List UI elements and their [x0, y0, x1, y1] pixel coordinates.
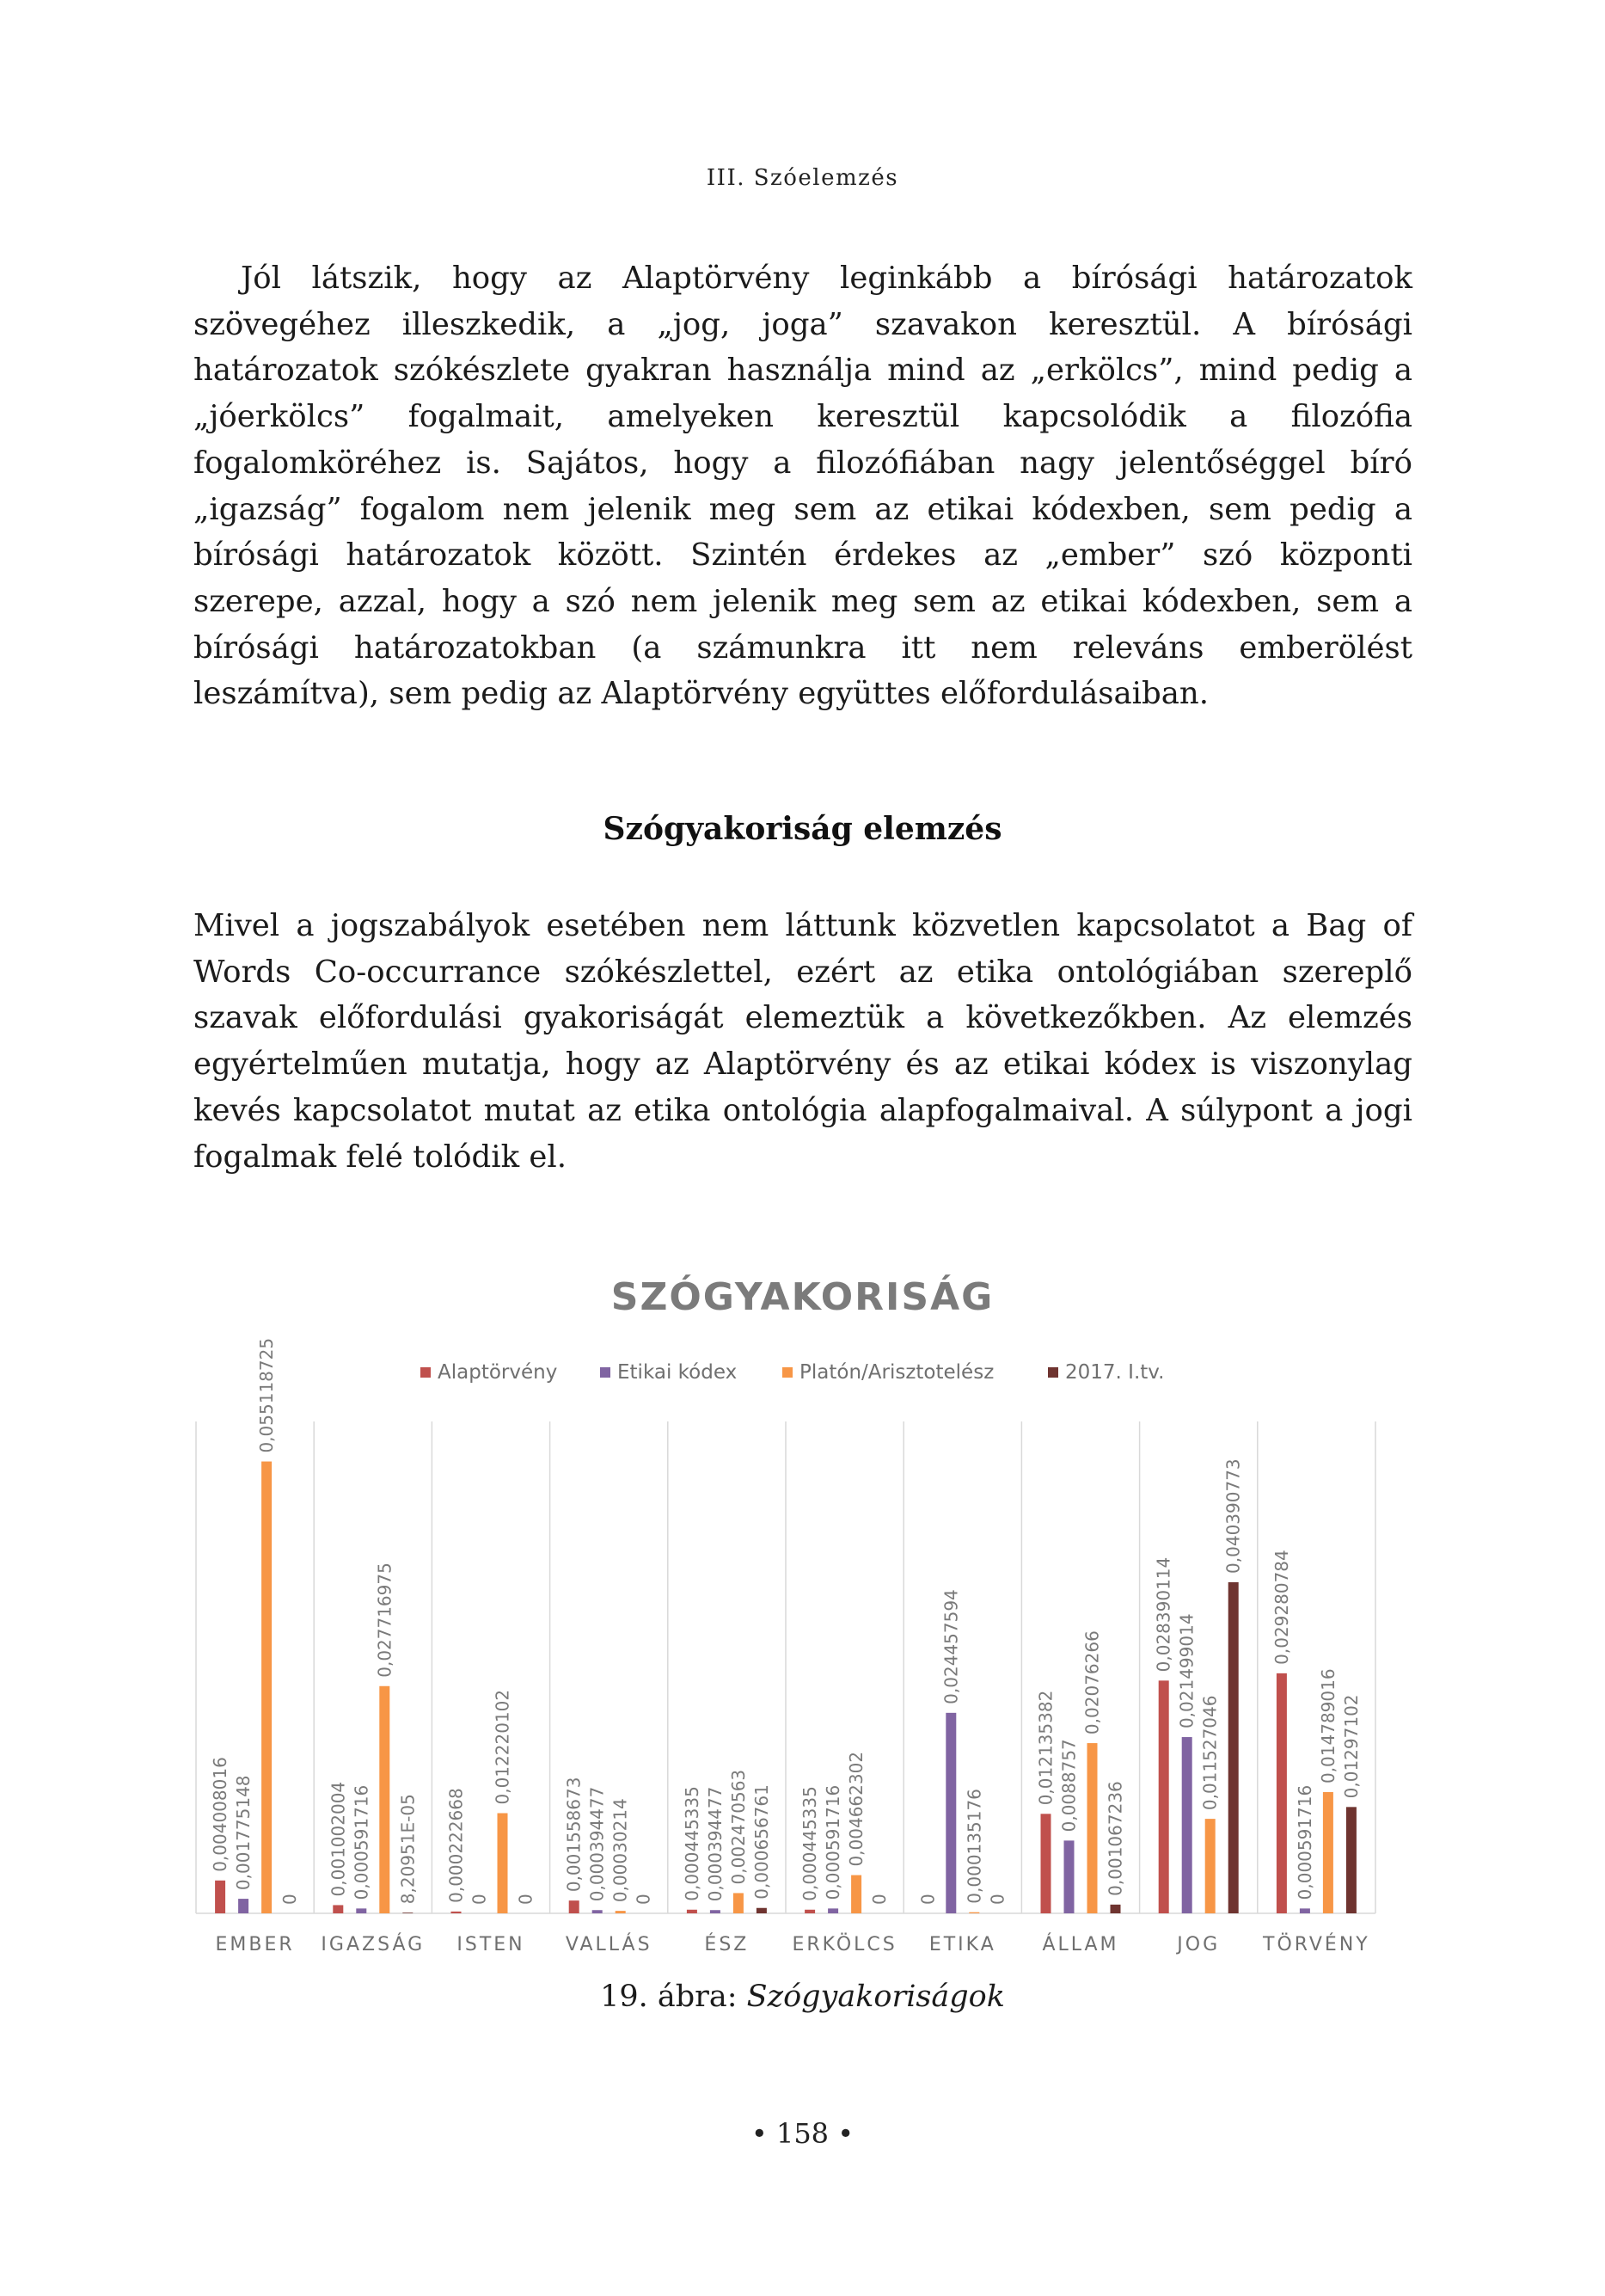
- data-label: 0,024457594: [940, 1589, 962, 1704]
- data-label: 0,02076266: [1081, 1630, 1103, 1735]
- bar-1: [356, 1908, 366, 1913]
- bar-1: [946, 1713, 956, 1913]
- data-label: 0,012220102: [492, 1689, 513, 1805]
- bar-1: [1064, 1840, 1075, 1913]
- data-label: 0,004008016: [210, 1757, 231, 1872]
- data-label: 0,055118725: [256, 1337, 278, 1453]
- x-tick-label: VALLÁS: [565, 1934, 652, 1955]
- data-label: 0,029280784: [1271, 1550, 1292, 1665]
- data-label: 0,000591716: [1294, 1784, 1315, 1900]
- bar-2: [1323, 1792, 1333, 1913]
- data-label: 0,0088757: [1058, 1739, 1080, 1833]
- data-label: 0,000591716: [823, 1784, 844, 1900]
- data-label: 0: [869, 1894, 891, 1905]
- bar-2: [616, 1911, 626, 1913]
- x-tick-label: IGAZSÁG: [321, 1934, 426, 1955]
- data-label: 0: [917, 1894, 939, 1905]
- data-label: 0,001002004: [328, 1781, 349, 1897]
- bar-0: [1159, 1680, 1169, 1913]
- x-tick-label: TÖRVÉNY: [1263, 1934, 1370, 1955]
- x-tick-label: ETIKA: [928, 1934, 996, 1955]
- data-label: 0,040390773: [1222, 1458, 1244, 1574]
- paragraph-1: Jól látszik, hogy az Alaptörvény leginkább a bírósági határozatok szövegéhez illeszkedik, a „jog, joga” szavakon keresztül. A bírósági határozatok szókészlete gyakran használja mind az „erkölcs”, mind pedig a „jóerkölcs” fogalmait, amelyeken keresztül kapcsolódik a filozófia fogalomköréhez is. Sajátos, hogy a filozófiában nagy jelentőséggel bíró „igazság” fogalom nem jelenik meg sem az etikai kódexben, sem pedig a bírósági határozatok között. Szintén érdekes az „ember” szó központi szerepe, azzal, hogy a szó nem jelenik meg sem az etikai kódexben, sem a bírósági határozatokban (a számunkra itt nem releváns emberölést leszámítva), sem pedig az Alaptörvény együttes előfordulásaiban.: [193, 261, 1412, 712]
- data-label: 0,002470563: [727, 1769, 749, 1885]
- bar-0: [569, 1900, 579, 1913]
- data-label: 0: [633, 1894, 654, 1905]
- bar-0: [805, 1910, 815, 1913]
- data-label: 0,027716975: [374, 1562, 395, 1678]
- data-label: 0,000394477: [586, 1786, 608, 1902]
- paragraph-2: Mivel a jogszabályok esetében nem láttunk közvetlen kapcsolatot a Bag of Words Co-occurrance szókészlettel, ezért az etika ontológiában szereplő szavak előfordulási gyakoriságát elemeztük a következőkben. Az elemzés egyértelműen mutatja, hogy az Alaptörvény és az etikai kódex is viszonylag kevés kapcsolatot mutat az etika ontológia alapfogalmaival. A súlypont a jogi fogalmak felé tolódik el.: [193, 908, 1412, 1175]
- data-label: 0,000222668: [445, 1788, 467, 1903]
- running-head: III. Szóelemzés: [706, 165, 899, 191]
- data-label: 0,011527046: [1199, 1695, 1221, 1811]
- bar-2: [379, 1686, 389, 1913]
- bar-0: [215, 1881, 225, 1913]
- data-label: 0,000394477: [704, 1786, 726, 1902]
- bar-3: [1228, 1582, 1239, 1913]
- x-tick-label: ISTEN: [456, 1934, 525, 1955]
- legend-label-alaptorveny: Alaptörvény: [438, 1361, 558, 1384]
- data-label: 0,01297102: [1340, 1694, 1362, 1799]
- x-tick-label: ERKÖLCS: [792, 1934, 897, 1955]
- data-label: 0: [469, 1894, 490, 1905]
- data-label: 0,000656761: [750, 1784, 772, 1900]
- bar-2: [498, 1814, 508, 1913]
- bar-0: [1277, 1673, 1287, 1913]
- x-tick-label: ÉSZ: [704, 1934, 750, 1955]
- caption-number: 19. ábra:: [600, 1980, 738, 2014]
- bar-3: [1346, 1807, 1357, 1913]
- bar-2: [1087, 1743, 1098, 1913]
- data-label: 0,028390114: [1153, 1556, 1174, 1673]
- page-number: [0, 2117, 1605, 2150]
- bar-3: [1111, 1905, 1121, 1913]
- page-number-value: 158: [775, 2117, 830, 2150]
- data-label: 0: [515, 1894, 536, 1905]
- bar-2: [851, 1875, 861, 1913]
- bar-1: [238, 1899, 248, 1913]
- bar-1: [828, 1908, 838, 1913]
- legend-label-2017-itv: 2017. I.tv.: [1065, 1361, 1165, 1384]
- bullet-right-icon: •: [837, 2117, 855, 2150]
- data-label: 0,000591716: [351, 1784, 372, 1900]
- figure-caption: [0, 1980, 1605, 2014]
- data-label: 0,001067236: [1105, 1781, 1126, 1896]
- bar-0: [687, 1910, 697, 1913]
- data-label: 8,20951E-05: [397, 1794, 419, 1905]
- data-label: 0,000445335: [681, 1786, 702, 1901]
- bar-3: [402, 1912, 413, 1913]
- data-label: 0,004662302: [846, 1751, 867, 1867]
- bar-0: [451, 1912, 462, 1913]
- data-label: 0,000445335: [799, 1786, 821, 1901]
- data-label: 0,00030214: [610, 1798, 631, 1903]
- chart-title: SZÓGYAKORISÁG: [610, 1275, 995, 1319]
- data-label: 0,001775148: [233, 1775, 254, 1891]
- bar-2: [969, 1912, 979, 1913]
- data-label: 0: [987, 1894, 1008, 1905]
- data-label: 0,001558673: [563, 1777, 585, 1893]
- caption-title: Szógyakoriságok: [746, 1980, 1005, 2014]
- x-tick-label: JOG: [1177, 1934, 1221, 1955]
- bar-2: [1205, 1819, 1216, 1913]
- bar-0: [333, 1905, 343, 1913]
- data-label: 0: [279, 1894, 301, 1905]
- x-tick-label: ÁLLAM: [1042, 1934, 1119, 1955]
- data-label: 0,014789016: [1317, 1668, 1339, 1784]
- legend-label-etikai-kodex: Etikai kódex: [617, 1361, 738, 1384]
- data-label: 0,021499014: [1176, 1613, 1198, 1729]
- legend-label-platon: Platón/Arisztotelész: [799, 1361, 995, 1384]
- x-tick-label: EMBER: [215, 1934, 295, 1955]
- bar-1: [1300, 1908, 1310, 1913]
- section-heading: Szógyakoriság elemzés: [603, 811, 1002, 847]
- bar-0: [1041, 1814, 1051, 1913]
- bar-3: [757, 1908, 767, 1913]
- bar-2: [261, 1462, 272, 1913]
- bar-2: [733, 1893, 744, 1913]
- bar-1: [710, 1910, 720, 1913]
- bar-1: [592, 1910, 603, 1913]
- data-label: 0,012135382: [1035, 1690, 1057, 1806]
- bar-1: [1182, 1737, 1192, 1913]
- data-label: 0,000135176: [964, 1789, 985, 1904]
- bullet-left-icon: •: [750, 2117, 768, 2150]
